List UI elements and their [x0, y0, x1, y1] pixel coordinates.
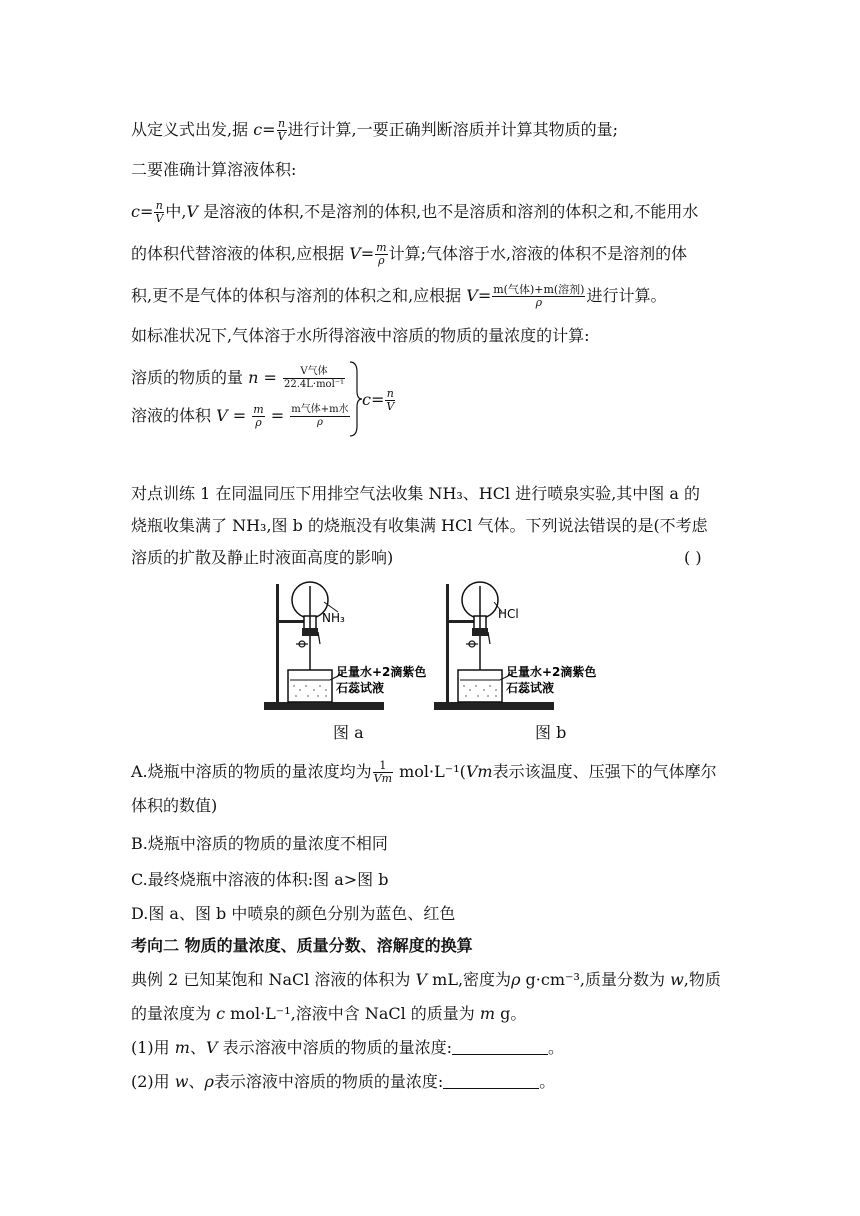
figure-b-liquid-label-2: 石蕊试液 [506, 681, 555, 695]
text: 典例 2 已知某饱和 NaCl 溶液的体积为 [131, 970, 416, 989]
equals: = [265, 406, 290, 425]
text: 。 [548, 1038, 565, 1057]
exercise-line-2: 烧瓶收集满了 NH₃,图 b 的烧瓶没有收集满 HCl 气体。下列说法错误的是(不考虑 [131, 516, 708, 535]
text: mL,密度为 [427, 970, 512, 989]
text-line-3 [131, 200, 698, 225]
text-line-4 [131, 242, 687, 267]
exercise-line-1: 对点训练 1 在同温同压下用排空气法收集 NH₃、HCl 进行喷泉实验,其中图 a 的 [131, 484, 701, 503]
symbol-c: c [216, 1004, 226, 1023]
fraction-n-over-v [385, 388, 395, 413]
symbol-c: c [253, 120, 263, 139]
clamp-arm [278, 620, 304, 623]
text-line-5 [131, 284, 667, 309]
formula-label: 溶质的物质的量 [131, 368, 249, 387]
figure-b-caption: 图 b [535, 723, 567, 742]
symbol-rho: ρ [204, 1072, 214, 1091]
text: 的体积代替溶液的体积,应根据 [131, 244, 350, 263]
option-a [131, 760, 717, 785]
equals: = [139, 202, 154, 221]
stand-rod [276, 584, 279, 704]
denominator: ρ [535, 296, 543, 309]
formula-row-2 [131, 404, 351, 429]
formula-result [362, 388, 396, 413]
text: g。 [495, 1004, 527, 1023]
exercise-line-3: 溶质的扩散及静止时液面高度的影响) [131, 548, 394, 567]
option-a-line-2: 体积的数值) [131, 796, 218, 815]
text: 进行计算,一要正确判断溶质并计算其物质的量; [287, 120, 618, 139]
figure-b-liquid-label-1: 足量水+2滴紫色 [506, 665, 597, 679]
option-b: B.烧瓶中溶质的物质的量浓度不相同 [131, 834, 388, 853]
numerator: n [277, 117, 286, 130]
option-c: C.最终烧瓶中溶液的体积:图 a>图 b [131, 870, 389, 889]
fraction-m-over-rho [375, 242, 387, 267]
text: ,物质 [683, 970, 721, 989]
fraction-n-over-v [277, 118, 287, 143]
example-line-1 [131, 970, 721, 990]
equals: = [262, 120, 276, 139]
fraction-n-over-v [154, 200, 164, 225]
equals: = [477, 286, 492, 305]
answer-blank-1[interactable] [452, 1038, 548, 1055]
text-line-2: 二要准确计算溶液体积: [131, 160, 297, 179]
answer-blank-2[interactable] [443, 1072, 539, 1089]
symbol-w: w [174, 1072, 189, 1091]
symbol-w: w [670, 970, 684, 989]
text: 的量浓度为 [131, 1004, 217, 1023]
symbol-c: c [131, 202, 140, 221]
symbol-rho: ρ [511, 970, 521, 989]
section-heading: 考向二 物质的量浓度、质量分数、溶解度的换算 [131, 936, 473, 955]
text: 表示溶液中溶质的物质的量浓度: [213, 1072, 444, 1091]
denominator: ρ [255, 416, 262, 429]
text-line-1 [131, 118, 618, 143]
stand-rod [446, 584, 449, 704]
figure-b-fountain-apparatus [432, 578, 602, 713]
figure-a-caption: 图 a [333, 723, 364, 742]
text: 表示溶液中溶质的物质的量浓度: [217, 1038, 452, 1057]
symbol-m: m [479, 1004, 496, 1023]
equals: = [360, 244, 375, 263]
fraction-mass-sum [290, 404, 349, 429]
equals: = [258, 368, 282, 387]
denominator: ρ [316, 417, 323, 428]
text: 计算;气体溶于水,溶液的体积不是溶剂的体 [388, 244, 688, 263]
text: g·cm⁻³,质量分数为 [520, 970, 671, 989]
text: 进行计算。 [586, 286, 667, 305]
stopper [302, 628, 318, 636]
stand-base [434, 702, 554, 710]
text: (1)用 [131, 1038, 175, 1057]
text: (2)用 [131, 1072, 175, 1091]
symbol-v: V [205, 1038, 218, 1057]
clamp-arm [448, 620, 474, 623]
figure-a-gas-label: NH₃ [322, 611, 345, 625]
fraction-1-over-vm [373, 760, 393, 785]
numerator: m [376, 241, 387, 254]
symbol-v: V [466, 286, 478, 305]
equals: = [370, 390, 385, 409]
denominator: V [277, 130, 286, 143]
text: mol·L⁻¹,溶液中含 NaCl 的质量为 [225, 1004, 480, 1023]
text-line-6: 如标准状况下,气体溶于水所得溶液中溶质的物质的量浓度的计算: [131, 326, 590, 345]
stand-base [264, 702, 384, 710]
denominator: 22.4L·mol⁻¹ [283, 379, 345, 390]
text: mol·L⁻¹( [394, 762, 466, 781]
symbol-n: n [248, 368, 259, 387]
numerator: 1 [373, 760, 393, 773]
symbol-v: V [415, 970, 428, 989]
figure-a-fountain-apparatus [262, 578, 432, 713]
fraction-mass-over-rho [492, 284, 585, 309]
denominator: ρ [378, 254, 385, 267]
text: 从定义式出发,据 [131, 120, 254, 139]
denominator: Vm [373, 772, 393, 785]
denominator: V [155, 212, 164, 225]
option-d: D.图 a、图 b 中喷泉的颜色分别为蓝色、红色 [131, 904, 456, 923]
stopper [472, 628, 488, 636]
fraction-m-over-rho [252, 404, 264, 429]
answer-parentheses: ( ) [684, 548, 702, 567]
symbol-v: V [186, 202, 198, 221]
symbol-m: m [174, 1038, 190, 1057]
text: 。 [539, 1072, 556, 1091]
figure-b-gas-label: HCl [498, 607, 519, 621]
numerator: m气体+m水 [291, 404, 349, 415]
text: 、 [189, 1038, 206, 1057]
symbol-v: V [349, 244, 361, 263]
figure-a-liquid-label-2: 石蕊试液 [336, 681, 385, 695]
symbol-c: c [362, 390, 371, 409]
denominator: V [386, 400, 395, 413]
numerator: n [386, 387, 394, 400]
fraction-vgas [283, 366, 345, 391]
numerator: n [155, 199, 163, 212]
text: A.烧瓶中溶质的物质的量浓度均为 [131, 762, 372, 781]
question-2 [131, 1072, 555, 1092]
equals: = [227, 406, 252, 425]
symbol-v: V [216, 406, 228, 425]
symbol-vm: Vm [465, 762, 493, 781]
formula-row-1 [131, 366, 346, 391]
text: 表示该温度、压强下的气体摩尔 [492, 762, 717, 781]
question-1 [131, 1038, 564, 1058]
figure-a-liquid-label-1: 足量水+2滴紫色 [336, 665, 427, 679]
numerator: m [253, 403, 264, 416]
text: 积,更不是气体的体积与溶剂的体积之和,应根据 [131, 286, 467, 305]
numerator: V气体 [283, 366, 345, 379]
example-line-2 [131, 1004, 526, 1024]
text: 、 [188, 1072, 205, 1091]
formula-label: 溶液的体积 [131, 406, 217, 425]
text: 中, [165, 202, 187, 221]
numerator: m(气体)+m(溶剂) [493, 283, 585, 296]
text: 是溶液的体积,不是溶剂的体积,也不是溶质和溶剂的体积之和,不能用水 [197, 202, 699, 221]
